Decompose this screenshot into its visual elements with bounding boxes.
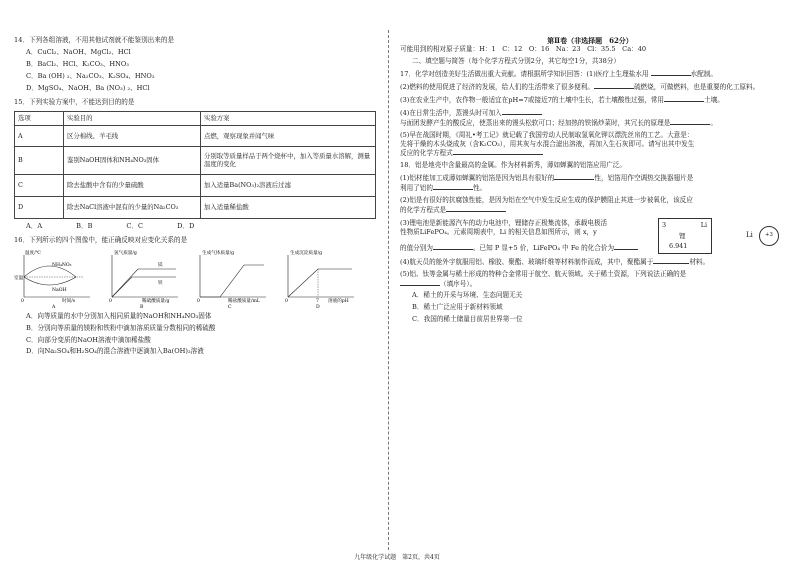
table-row (15, 174, 376, 196)
nucleus-icon (759, 226, 779, 246)
table-cell: C (15, 174, 64, 196)
left-column (14, 36, 376, 356)
q18-line-7: 性物质LiFePO₄。元素周期表中，Li 的相关信息如图所示，则 x，y (400, 227, 597, 236)
answer-blank[interactable] (670, 118, 710, 125)
table-cell: 加入适量稀盐酸 (201, 196, 376, 218)
q15-table (14, 111, 376, 219)
answer-blank[interactable] (614, 243, 638, 250)
q18-text: 的值分别为 (400, 243, 433, 252)
graph-d-origin: 0 (285, 298, 288, 304)
q16-option-d: D．向Na₂SO₄和H₂SO₄的混合溶液中逐滴加入Ba(OH)₂溶液 (26, 347, 204, 356)
graph-a-ylabel: 温度/℃ (25, 250, 41, 256)
table-header: 实验方案 (201, 112, 376, 126)
table-cell: 分别取等质量样品于两个烧杯中，加入等质量水溶解，测量温度的变化 (201, 146, 376, 174)
q18-line-10: (5)铝、钛等金属与稀土形成的特种合金常用于航空、航天领域。关于稀土资源，下列说法正确的是 (400, 269, 687, 278)
q17-text: 土壤。 (704, 96, 724, 104)
graph-a-origin: 0 (21, 298, 24, 304)
table-cell: D (15, 196, 64, 218)
atom-structure-diagram (746, 226, 779, 246)
graph-b (102, 249, 184, 309)
element-name: 锂 (679, 231, 686, 240)
q18-line-5 (400, 205, 780, 215)
q14-option-a: A．CuCl₂、NaOH、MgCl₂、HCl (26, 47, 131, 56)
graph-a (14, 249, 96, 309)
q14-option-c: C．Ba (OH) ₂、Na₂CO₃、K₂SO₄、HNO₃ (26, 71, 155, 80)
nucleus-charge: +3 (764, 232, 773, 239)
section-title: 第Ⅱ卷（非选择题 62分） (547, 36, 633, 45)
answer-blank[interactable] (651, 69, 691, 76)
answer-blank[interactable] (664, 95, 704, 102)
q17-text: 水配制。 (690, 70, 717, 79)
part2-heading: 二、填空题与简答（每个化学方程式分别2分，其它每空1分，共38分） (412, 57, 620, 66)
q15-choice-b: B．B (76, 221, 93, 230)
q18-part3 (400, 218, 780, 254)
table-row (15, 146, 376, 174)
graph-c-origin: 0 (197, 298, 200, 304)
q15-choice-a: A．A (26, 221, 43, 230)
table-cell: A (15, 125, 64, 146)
q14-option-b: B．BaCl₂、HCl、K₂CO₃、HNO₃ (26, 59, 129, 68)
table-row (15, 125, 376, 146)
table-header: 实验目的 (64, 112, 201, 126)
q18-option-c: C．我国的稀土储量目前居世界第一位 (412, 315, 523, 324)
graph-b-ylabel: 氢气质量/g (114, 250, 137, 256)
graph-b-origin: 0 (109, 298, 112, 304)
q17-line-5 (400, 118, 780, 128)
q18-text: 性，铝箔用作空调热交换器翅片是 (594, 174, 694, 183)
q18-option-a: A．稀土的开采与环境、生态问题无关 (412, 291, 523, 300)
q15-choice-d: D．D (177, 221, 195, 230)
element-tile-li (658, 218, 712, 254)
table-cell: 除去盐酸中含有的少量硫酸 (64, 174, 201, 196)
q16-option-c: C．向部分变质的NaOH溶液中滴加稀盐酸 (26, 335, 151, 344)
q17-line-7: 先将干燥的木头烧成灰（含K₂CO₃），用其灰与水混合滤出溶液，再加入生石灰即可。请写出其中发生 (400, 139, 695, 148)
table-header: 选项 (15, 112, 64, 126)
q18-option-b: B．稀土广泛应用于新材料领域 (412, 303, 503, 312)
atomic-mass: 6.941 (669, 241, 688, 250)
right-column (400, 36, 780, 324)
q18-line-11 (400, 279, 780, 289)
table-cell: 点燃，观察现象并闻气味 (201, 125, 376, 146)
q18-text: 性。 (472, 184, 487, 193)
graph-d (278, 249, 360, 309)
q17-text: 反应的化学方程式 (400, 149, 453, 158)
graph-c-xlabel: 稀盐酸质量/mL (228, 298, 260, 304)
answer-blank[interactable] (554, 173, 594, 180)
answer-blank[interactable] (594, 82, 634, 89)
q18-text: 的化学方程式是 (400, 205, 447, 214)
q17-text: 17．化学对创造美好生活做出重大贡献。请根据所学知识回答：(1)医疗上生理盐水用 (400, 70, 649, 79)
q17-line-2 (400, 82, 780, 92)
q17-text: (4)在日常生活中，蒸馒头时可加入 (400, 108, 502, 117)
q17-line-8 (400, 148, 780, 158)
graph-a-ref-label: 室温 (14, 275, 24, 281)
page-footer: 九年级化学试题 第2页，共4页 (354, 554, 440, 561)
q16-option-b: B．分别向等质量的镁粉和铁粉中滴加溶质质量分数相同的稀硫酸 (26, 323, 216, 332)
table-cell: B (15, 146, 64, 174)
q17-text: (2)燃料的使用促进了经济的发展，给人们的生活带来了很多便利。 (400, 83, 594, 92)
table-row (15, 196, 376, 218)
table-cell: 除去NaCl溶液中混有的少量的Na₂CO₃ (64, 196, 201, 218)
q14-stem: 14．下列各组溶液，不用其他试剂就不能鉴别出来的是 (14, 36, 175, 44)
graph-a-series-2: NaOH (52, 287, 67, 293)
graph-d-ylabel: 生成沉淀质量/g (290, 250, 323, 256)
graph-b-series-2: 铁 (158, 280, 163, 286)
q17-line-4 (400, 108, 780, 118)
q18-text: (1)铝材能加工成薄如蝉翼的铝箔是因为铝具有很好的 (400, 174, 555, 183)
q17-line-1 (400, 69, 780, 79)
answer-blank[interactable] (446, 205, 506, 212)
q18-line-2 (400, 173, 780, 183)
graph-a-series-1: NH₄NO₃ (52, 262, 72, 268)
answer-blank[interactable] (653, 257, 689, 264)
element-symbol: Li (700, 220, 707, 229)
q18-text: 。已知 P 显+5 价，LiFePO₄ 中 Fe 的化合价为 (472, 243, 615, 252)
q18-text: （填序号）。 (440, 279, 477, 288)
q17-line-3 (400, 95, 780, 105)
table-cell: 鉴别NaOH固体和NH₄NO₃固体 (64, 146, 201, 174)
graph-d-tick: 7 (316, 298, 319, 304)
atomic-number: 3 (662, 220, 667, 229)
graph-d-xlabel: 溶液的pH (328, 298, 349, 304)
answer-blank[interactable] (433, 183, 473, 190)
q15-choice-c: C．C (126, 221, 144, 230)
q18-line-9 (400, 257, 780, 267)
q15-stem: 15．下列实验方案中，不能达到目的的是 (14, 98, 135, 107)
graph-c-ylabel: 生成气体质量/g (202, 250, 235, 256)
answer-blank[interactable] (502, 108, 542, 115)
q18-text: (4)航天员的舱外宇航服用铝、橡胶、聚酯、玻璃纤维等材料制作而成，其中，聚酯属于 (400, 257, 654, 266)
q17-text: 硫燃烧，可做燃料，也是重要的化工原料。 (633, 83, 760, 92)
graph-b-xlabel: 稀硫酸质量/g (142, 298, 170, 304)
q18-line-4: (2)铝是有很好的抗腐蚀性能，是因为铝在空气中发生反应生成的保护膜阻止其进一步被氧化，该反应 (400, 196, 693, 205)
graph-a-xlabel: 时间/s (62, 298, 76, 304)
graph-a-letter: A (52, 304, 56, 309)
atomic-masses: 可能用到的相对原子质量：H：1 C：12 O：16 Na：23 Cl：35.5 Ca：40 (400, 45, 647, 54)
q15-choices (14, 222, 376, 231)
q18-text: 材料。 (689, 257, 710, 266)
q18-line-1: 18．铝是地壳中含量最高的金属。作为材料新秀，薄如蝉翼的铝箔应用广泛。 (400, 161, 626, 170)
answer-blank[interactable] (433, 243, 473, 250)
table-cell: 加入适量Ba(NO₃)₂溶液后过滤 (201, 174, 376, 196)
q16-graphs (14, 249, 376, 309)
table-header-row (15, 112, 376, 126)
q18-line-8 (400, 243, 650, 253)
q17-text: 。 (710, 118, 717, 127)
q18-line-6: (3)锂电池是新能源汽车的动力电池中，锂储存正极集流体，承载电极活 (400, 218, 608, 227)
q16-option-a: A．向等质量的水中分别加入相同质量的NaOH和NH₄NO₃固体 (26, 311, 212, 320)
q18-text: 利用了铝的 (400, 184, 433, 193)
graph-b-letter: B (140, 304, 144, 309)
answer-blank[interactable] (400, 279, 440, 286)
graph-c-letter: C (228, 304, 232, 309)
graph-c (190, 249, 272, 309)
column-divider (388, 30, 389, 550)
table-cell: 区分棉线、羊毛线 (64, 125, 201, 146)
q17-line-6: (5)早在战国时期，《周礼•考工记》就记载了我国劳动人民制取氢氧化钾以漂洗丝帛的工艺。大意是： (400, 130, 694, 139)
graph-b-series-1: 镁 (158, 262, 163, 268)
q14-option-d: D．MgSO₄、NaOH、Ba (NO₃) ₂、HCl (26, 83, 150, 92)
q17-text: 与面团发酵产生的酸反应，使蒸出来的馒头松软可口；经加热的铁锅炒菜时，其冗长的原理是 (400, 118, 671, 127)
q18-line-3 (400, 183, 780, 193)
q16-stem: 16．下列所示的四个图像中，能正确反映对应变化关系的是 (14, 235, 188, 244)
q17-text: (3)在农业生产中，农作物一般适宜在pH=7或接近7的土壤中生长，若土壤酸性过强，常用 (400, 96, 665, 104)
atom-label: Li (746, 231, 753, 240)
answer-blank[interactable] (453, 148, 543, 155)
graph-d-letter: D (316, 304, 320, 309)
